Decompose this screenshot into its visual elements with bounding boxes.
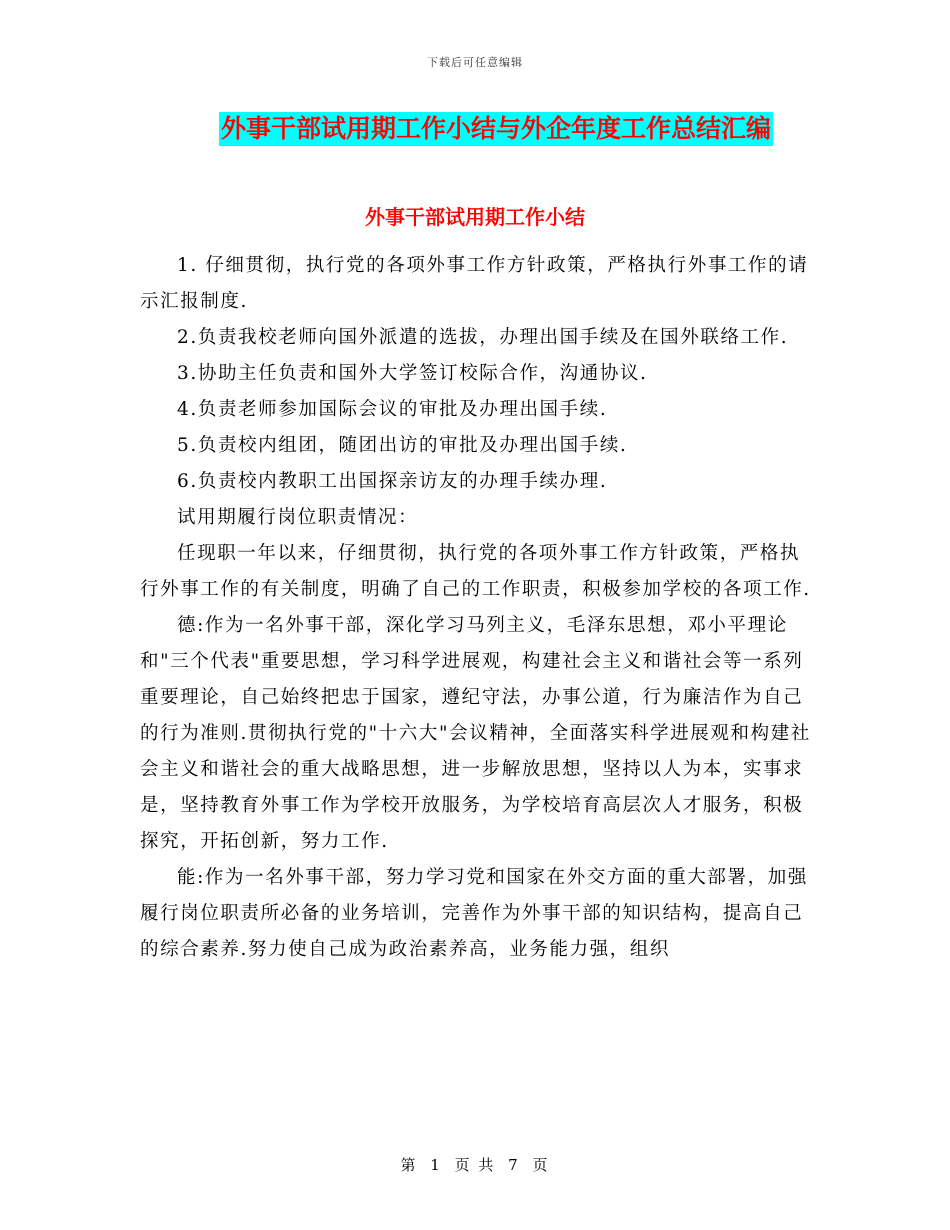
paragraph-7: 试用期履行岗位职责情况： (177, 507, 419, 528)
footer-mid: 页 共 (454, 1156, 496, 1174)
section-title: 外事干部试用期工作小结 (365, 205, 585, 229)
paragraph-8: 任现职一年以来，仔细贯彻，执行党的各项外事工作方针政策，严格执行外事工作的有关制度，明确了自己的工作职责，积极参加学校的各项工作. (140, 543, 811, 600)
document-title-container (0, 112, 950, 146)
footer-prefix: 第 (400, 1156, 418, 1174)
header-note: 下载后可任意编辑 (427, 56, 523, 69)
total-pages: 7 (508, 1156, 520, 1174)
paragraph-10: 能:作为一名外事干部，努力学习党和国家在外交方面的重大部署，加强履行岗位职责所必备的业务培训，完善作为外事干部的知识结构，提高自己的综合素养.努力使自己成为政治素养高，业务能力强，组织 (140, 867, 808, 960)
paragraph-3: 3.协助主任负责和国外大学签订校际合作，沟通协议. (177, 363, 648, 384)
page-footer (0, 1154, 950, 1175)
paragraph-1: 1. 仔细贯彻，执行党的各项外事工作方针政策，严格执行外事工作的请示汇报制度. (140, 255, 809, 312)
page-number: 1 (430, 1156, 442, 1174)
paragraph-4: 4.负责老师参加国际会议的审批及办理出国手续. (177, 399, 608, 420)
document-title: 外事干部试用期工作小结与外企年度工作总结汇编 (219, 112, 773, 146)
document-body (140, 248, 812, 968)
paragraph-6: 6.负责校内教职工出国探亲访友的办理手续办理. (177, 471, 608, 492)
paragraph-5: 5.负责校内组团，随团出访的审批及办理出国手续. (177, 435, 628, 456)
footer-suffix: 页 (532, 1156, 550, 1174)
paragraph-2: 2.负责我校老师向国外派遣的选拔，办理出国手续及在国外联络工作. (177, 327, 789, 348)
paragraph-9: 德:作为一名外事干部，深化学习马列主义，毛泽东思想，邓小平理论和"三个代表"重要思想，学习科学进展观，构建社会主义和谐社会等一系列重要理论，自己始终把忠于国家，遵纪守法，办事公道，行为廉洁作为自己的行为准则.贯彻执行党的"十六大"会议精神，全面落实科学进展观和构建社会主义和谐社会的重大战略思想，进一步解放思想，坚持以人为本，实事求是，坚持教育外事工作为学校开放服务，为学校培育高层次人才服务，积极探究，开拓创新，努力工作. (140, 615, 811, 852)
